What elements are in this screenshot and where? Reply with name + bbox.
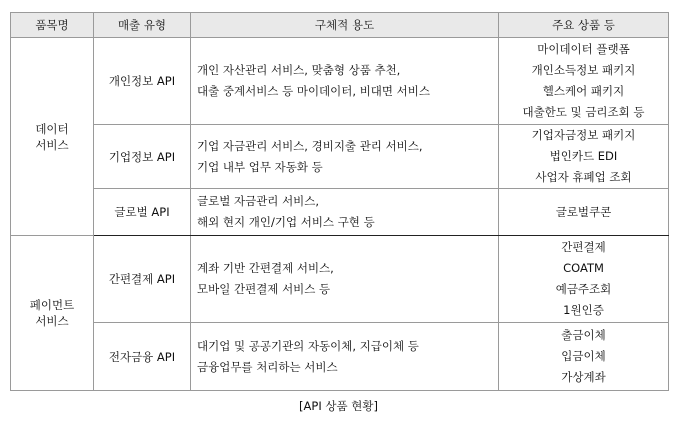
specific-use-cell: 기업 자금관리 서비스, 경비지출 관리 서비스, 기업 내부 업무 자동화 등 [191,125,499,189]
revenue-type-cell: 기업정보 API [94,125,191,189]
table-row [11,189,669,236]
main-products-cell: 출금이체 입금이체 가상계좌 [499,323,669,391]
table-row [11,125,669,189]
header-product-name: 품목명 [11,13,94,38]
revenue-type-cell: 간편결제 API [94,236,191,323]
table-caption: [API 상품 현황] [299,399,378,413]
table-row [11,236,669,323]
specific-use-cell: 개인 자산관리 서비스, 맞춤형 상품 추천, 대출 중계서비스 등 마이데이터, 비대면 서비스 [191,38,499,125]
header-main-products: 주요 상품 등 [499,13,669,38]
table-row [11,38,669,125]
main-products-cell: 마이데이터 플랫폼 개인소득정보 패키지 헬스케어 패키지 대출한도 및 금리조회 등 [499,38,669,125]
table-row [11,323,669,391]
main-products-cell: 기업자금정보 패키지 법인카드 EDI 사업자 휴폐업 조회 [499,125,669,189]
header-row [11,13,669,38]
specific-use-cell: 계좌 기반 간편결제 서비스, 모바일 간편결제 서비스 등 [191,236,499,323]
revenue-type-cell: 글로벌 API [94,189,191,236]
specific-use-cell: 글로벌 자금관리 서비스, 해외 현지 개인/기업 서비스 구현 등 [191,189,499,236]
header-revenue-type: 매출 유형 [94,13,191,38]
revenue-type-cell: 전자금융 API [94,323,191,391]
api-product-table [10,12,669,391]
header-specific-use: 구체적 용도 [191,13,499,38]
group-name-data-service: 데이터 서비스 [11,38,94,236]
main-products-cell: 간편결제 COATM 예금주조회 1원인증 [499,236,669,323]
main-products-cell: 글로벌쿠콘 [499,189,669,236]
group-name-payment-service: 페이먼트 서비스 [11,236,94,391]
revenue-type-cell: 개인정보 API [94,38,191,125]
specific-use-cell: 대기업 및 공공기관의 자동이체, 지급이체 등 금융업무를 처리하는 서비스 [191,323,499,391]
